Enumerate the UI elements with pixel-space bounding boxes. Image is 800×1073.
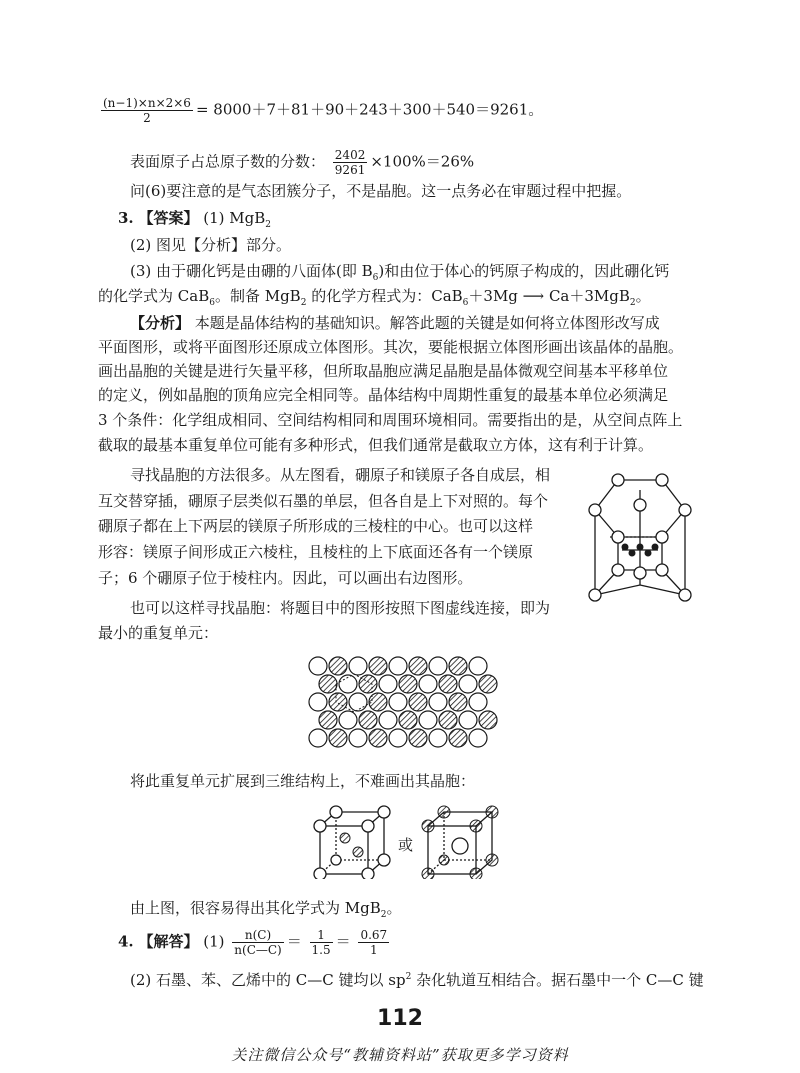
boron-atom [449, 693, 467, 711]
boron-atom [399, 711, 417, 729]
page-number: 112 [377, 1006, 423, 1031]
q3-answer-1: 3. 【答案】 (1) MgB$_2$ [118, 209, 271, 230]
hexagonal-prism-figure [580, 455, 710, 605]
magnesium-atom [339, 711, 357, 729]
analysis-line-2: 平面图形，或将平面图形还原成立体图形。其次，要能根据立体图形画出该晶体的晶胞。 [98, 338, 684, 356]
fraction: $\frac{n(C)}{n(C—C)}$ [234, 928, 282, 957]
boron-atom [329, 657, 347, 675]
equation-count: $\frac{(n-1)\times n\times 2\times 6}{2}$ = 8000＋7＋81＋90＋243＋300＋540＝9261。 [103, 96, 544, 125]
q3-answer-3-line2: 的化学式为 CaB$_6$。制备 MgB$_2$ 的化学方程式为：CaB$_6$＋3Mg ⟶ Ca＋3MgB$_2$。 [98, 287, 651, 308]
find-line-3: 硼原子都在上下两层的镁原子所形成的三棱柱的中心。也可以这样 [98, 517, 534, 535]
fraction: $\frac{(n-1)\times n\times 2\times 6}{2}$ [103, 96, 191, 125]
magnesium-atom [389, 657, 407, 675]
magnesium-atom [469, 657, 487, 675]
q3-answer-3-line1: (3) 由于硼化钙是由硼的八面体(即 $B_6$)和由位于体心的钙原子构成的，因此硼化钙 [130, 262, 670, 283]
boron-atom [449, 729, 467, 747]
boron-atom [439, 675, 457, 693]
boron-atom [409, 729, 427, 747]
fraction: $\frac{2402}{9261}$ [334, 148, 366, 177]
magnesium-atom [469, 729, 487, 747]
boron-atom [319, 675, 337, 693]
boron-atom [479, 675, 497, 693]
find-line-2: 互交替穿插，硼原子层类似石墨的单层，但各自是上下对照的。每个 [98, 492, 549, 510]
analysis-line-4: 的定义，例如晶胞的顶角应完全相同等。晶体结构中周期性重复的最基本单位必须满足 [98, 386, 669, 404]
boron-atom [399, 675, 417, 693]
boron-atom [479, 711, 497, 729]
magnesium-atom [459, 675, 477, 693]
magnesium-atom [309, 693, 327, 711]
fraction: $\frac{1}{1.5}$ [311, 928, 331, 957]
find-line-4: 形容：镁原子间形成正六棱柱，且棱柱的上下底面还各有一个镁原 [98, 543, 534, 561]
magnesium-atom [349, 657, 367, 675]
q4-answer-2: (2) 石墨、苯、乙烯中的 C—C 键均以 $sp^2$ 杂化轨道互相结合。据石墨中一个 C—C 键 [130, 971, 704, 989]
boron-atom [329, 693, 347, 711]
also-line-2: 最小的重复单元： [98, 624, 219, 642]
magnesium-atom [419, 711, 437, 729]
q4-answer-1: 4. 【解答】 (1) $\frac{n(C)}{n(C—C)}$ ＝ $\frac{1}{1.5}$ ＝ $\frac{0.67}{1}$ [118, 928, 388, 957]
magnesium-atom [419, 675, 437, 693]
unit-cell-cube-left [312, 804, 392, 879]
unit-cell-cube-right [420, 804, 500, 879]
magnesium-atom [469, 693, 487, 711]
analysis-line-3: 画出晶胞的关键是进行矢量平移，但所取晶胞应满足晶胞是晶体微观空间基本平移单位 [98, 362, 669, 380]
analysis-line-5: 3 个条件：化学组成相同、空间结构相同和周围环境相同。需要指出的是，从空间点阵上 [98, 411, 683, 429]
magnesium-atom [429, 657, 447, 675]
magnesium-atom [429, 729, 447, 747]
find-line-1: 寻找晶胞的方法很多。从左图看，硼原子和镁原子各自成层，相 [130, 466, 551, 484]
atom-layer-figure [300, 652, 510, 767]
boron-atom [409, 693, 427, 711]
boron-atom [329, 729, 347, 747]
magnesium-atom [389, 729, 407, 747]
boron-atom [359, 675, 377, 693]
or-label: 或 [398, 836, 414, 854]
boron-atom [439, 711, 457, 729]
expand-line: 将此重复单元扩展到三维结构上，不难画出其晶胞： [130, 772, 476, 790]
magnesium-atom [379, 711, 397, 729]
magnesium-atom [389, 693, 407, 711]
boron-atom [409, 657, 427, 675]
magnesium-atom [429, 693, 447, 711]
footer-note: 关注微信公众号“教辅资料站”获取更多学习资料 [231, 1046, 569, 1064]
magnesium-atom [459, 711, 477, 729]
boron-atom [449, 657, 467, 675]
magnesium-atom [379, 675, 397, 693]
boron-atom [319, 711, 337, 729]
paragraph-q6: 问(6)要注意的是气态团簇分子，不是晶胞。这一点务必在审题过程中把握。 [130, 182, 632, 200]
find-line-5: 子；6 个硼原子位于棱柱内。因此，可以画出右边图形。 [98, 569, 473, 587]
q3-answer-2: (2) 图见【分析】部分。 [130, 236, 292, 254]
formula-line: 由上图，很容易得出其化学式为 MgB$_2$。 [130, 899, 402, 920]
analysis-line-6: 截取的最基本重复单位可能有多种形式，但我们通常是截取立方体，这有利于计算。 [98, 436, 654, 454]
magnesium-atom [309, 657, 327, 675]
analysis-line-1: 【分析】 本题是晶体结构的基础知识。解答此题的关键是如何将立体图形改写成 [130, 314, 660, 332]
equation-fraction-surface: 表面原子占总原子数的分数： $\frac{2402}{9261}$ ×100%＝26% [130, 148, 475, 177]
boron-atom [369, 657, 387, 675]
magnesium-atom [349, 729, 367, 747]
also-line-1: 也可以这样寻找晶胞：将题目中的图形按照下图虚线连接，即为 [130, 599, 551, 617]
fraction: $\frac{0.67}{1}$ [360, 928, 388, 957]
magnesium-atom [309, 729, 327, 747]
magnesium-atom [349, 693, 367, 711]
boron-atom [369, 729, 387, 747]
boron-atom [359, 711, 377, 729]
